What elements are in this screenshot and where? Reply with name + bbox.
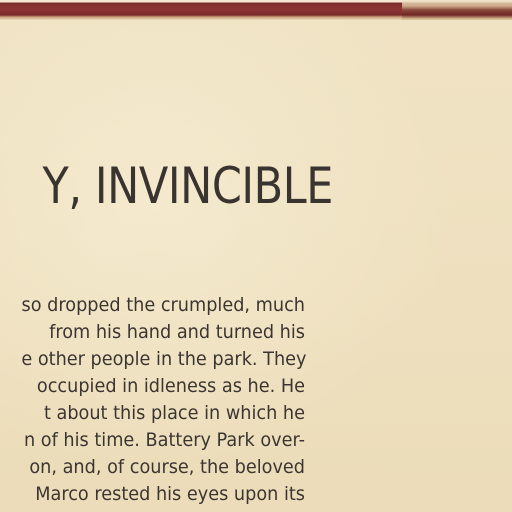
text-line: so dropped the crumpled, much: [21, 294, 306, 316]
text-line: t about this place in which he: [43, 402, 305, 424]
body-paragraph: [0, 292, 305, 508]
text-line: Marco rested his eyes upon its: [35, 483, 306, 505]
text-line: from his hand and turned his: [49, 321, 306, 343]
text-line: occupied in idleness as he. He: [36, 375, 305, 397]
text-line: e other people in the park. They: [21, 348, 307, 370]
binding-band: [0, 0, 512, 20]
text-line: on, and, of course, the beloved: [29, 456, 306, 478]
chapter-title: Y, INVINCIBLE: [42, 157, 334, 215]
text-line: n of his time. Battery Park over-: [23, 429, 305, 451]
torn-edge: [402, 0, 512, 20]
